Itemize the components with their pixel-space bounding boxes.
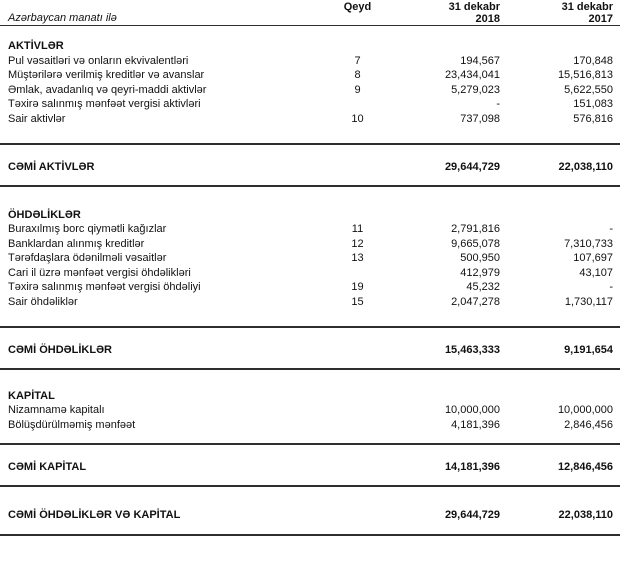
column-header-2017-line2: 2017	[588, 12, 613, 25]
row-label: Bölüşdürülməmiş mənfəət	[8, 418, 136, 431]
total-note-spacer	[330, 508, 385, 523]
section-equity	[0, 389, 620, 433]
row-label: Nizamnamə kapitalı	[8, 404, 105, 416]
table-row	[8, 266, 613, 281]
table-row	[8, 83, 613, 98]
row-value-2017: 576,816	[573, 112, 613, 125]
column-header-2018-line2: 2018	[475, 12, 500, 25]
row-label: Sair aktivlər	[8, 112, 66, 125]
row-label: Banklardan alınmış kreditlər	[8, 237, 145, 250]
row-note	[330, 266, 385, 281]
row-value-2017: 10,000,000	[557, 404, 613, 416]
currency-note	[8, 2, 330, 25]
total-note-spacer	[330, 343, 385, 358]
total-row	[0, 343, 620, 358]
grand-total-label: CƏMİ ÖHDƏLİKLƏR VƏ KAPİTAL	[8, 508, 181, 521]
row-value-2018: 5,279,023	[451, 83, 500, 96]
row-value-2018: 9,665,078	[451, 237, 500, 250]
row-note: 19	[351, 281, 364, 293]
column-header-note: Qeyd	[343, 1, 372, 13]
row-value-2018: 412,979	[460, 266, 500, 279]
row-note	[330, 97, 385, 112]
total-value-2017: 9,191,654	[564, 344, 613, 356]
total-value-2017: 22,038,110	[558, 161, 613, 173]
row-label: Buraxılmış borc qiymətli kağızlar	[8, 223, 167, 235]
table-header	[0, 0, 620, 26]
table-row	[8, 418, 613, 433]
row-value-2017: 170,848	[573, 54, 613, 67]
row-value-2017: -	[609, 281, 613, 293]
row-note: 15	[351, 295, 364, 308]
row-value-2017: 43,107	[579, 266, 613, 279]
row-note: 11	[351, 223, 364, 235]
section-title-liabilities: ÖHDƏLİKLƏR	[8, 208, 81, 221]
section-title-assets: AKTİVLƏR	[8, 40, 64, 52]
row-note	[330, 418, 385, 433]
table-row	[8, 54, 613, 69]
row-note: 8	[354, 69, 361, 81]
table-row	[8, 222, 613, 237]
section-assets	[0, 39, 620, 126]
row-label: Pul vəsaitləri və onların ekvivalentləri	[8, 54, 189, 67]
row-value-2017: 107,697	[573, 252, 613, 264]
table-row	[8, 112, 613, 127]
total-equity-block	[0, 443, 620, 487]
table-row	[8, 251, 613, 266]
row-value-2018: 4,181,396	[451, 418, 500, 431]
row-label: Tərəfdaşlara ödənilməli vəsaitlər	[8, 252, 167, 264]
total-label: CƏMİ KAPİTAL	[8, 461, 87, 473]
row-value-2018: -	[496, 98, 500, 110]
row-value-2017: 151,083	[573, 98, 613, 110]
total-value-2017: 12,846,456	[557, 461, 613, 473]
column-header-2017	[500, 2, 613, 25]
row-note: 10	[351, 112, 364, 125]
row-value-2017: 15,516,813	[557, 69, 613, 81]
row-label: Təxirə salınmış mənfəət vergisi aktivləri	[8, 98, 201, 110]
grand-total-value-2017: 22,038,110	[558, 508, 613, 521]
total-row	[0, 160, 620, 175]
row-note: 12	[351, 237, 364, 250]
row-value-2017: 1,730,117	[564, 295, 613, 308]
row-value-2018: 737,098	[460, 112, 500, 125]
row-value-2017: 7,310,733	[564, 237, 613, 250]
row-value-2018: 194,567	[460, 54, 500, 67]
grand-total-row	[0, 508, 620, 523]
row-note: 7	[354, 54, 361, 67]
row-value-2018: 45,232	[466, 281, 500, 293]
table-row	[8, 237, 613, 252]
section-title-equity: KAPİTAL	[8, 389, 55, 402]
grand-total-block	[0, 487, 620, 537]
total-value-2018: 15,463,333	[444, 344, 500, 356]
column-header-2018-line1: 31 dekabr	[448, 1, 500, 13]
row-value-2018: 2,791,816	[451, 223, 500, 235]
total-note-spacer	[330, 160, 385, 175]
row-value-2017: 2,846,456	[564, 418, 613, 431]
table-row	[8, 403, 613, 418]
row-note	[330, 403, 385, 418]
row-value-2017: 5,622,550	[564, 83, 613, 96]
grand-total-value-2018: 29,644,729	[444, 508, 500, 521]
total-note-spacer	[330, 460, 385, 475]
total-row	[0, 460, 620, 475]
row-label: Təxirə salınmış mənfəət vergisi öhdəliyi	[8, 281, 201, 293]
row-label: Cari il üzrə mənfəət vergisi öhdəlikləri	[8, 266, 191, 279]
column-header-2017-line1: 31 dekabr	[561, 1, 613, 13]
row-value-2018: 2,047,278	[451, 295, 500, 308]
total-liabilities-block	[0, 326, 620, 370]
row-label: Müştərilərə verilmiş kreditlər və avanslar	[8, 69, 205, 81]
table-row	[8, 280, 613, 295]
total-label: CƏMİ AKTİVLƏR	[8, 161, 95, 173]
total-value-2018: 29,644,729	[444, 161, 500, 173]
row-value-2018: 23,434,041	[444, 69, 500, 81]
row-value-2018: 10,000,000	[444, 404, 500, 416]
row-value-2018: 500,950	[460, 252, 500, 264]
section-liabilities	[0, 208, 620, 310]
total-value-2018: 14,181,396	[444, 461, 500, 473]
row-label: Əmlak, avadanlıq və qeyri-maddi aktivlər	[8, 83, 207, 96]
table-row	[8, 97, 613, 112]
row-value-2017: -	[609, 223, 613, 235]
row-label: Sair öhdəliklər	[8, 295, 78, 308]
table-row	[8, 295, 613, 310]
row-note: 9	[354, 83, 361, 96]
row-note: 13	[351, 252, 364, 264]
total-assets-block	[0, 143, 620, 187]
column-header-2018	[385, 2, 500, 25]
total-label: CƏMİ ÖHDƏLİKLƏR	[8, 344, 113, 356]
currency-note-label: Azərbaycan manatı ilə	[8, 11, 117, 24]
table-row	[8, 68, 613, 83]
